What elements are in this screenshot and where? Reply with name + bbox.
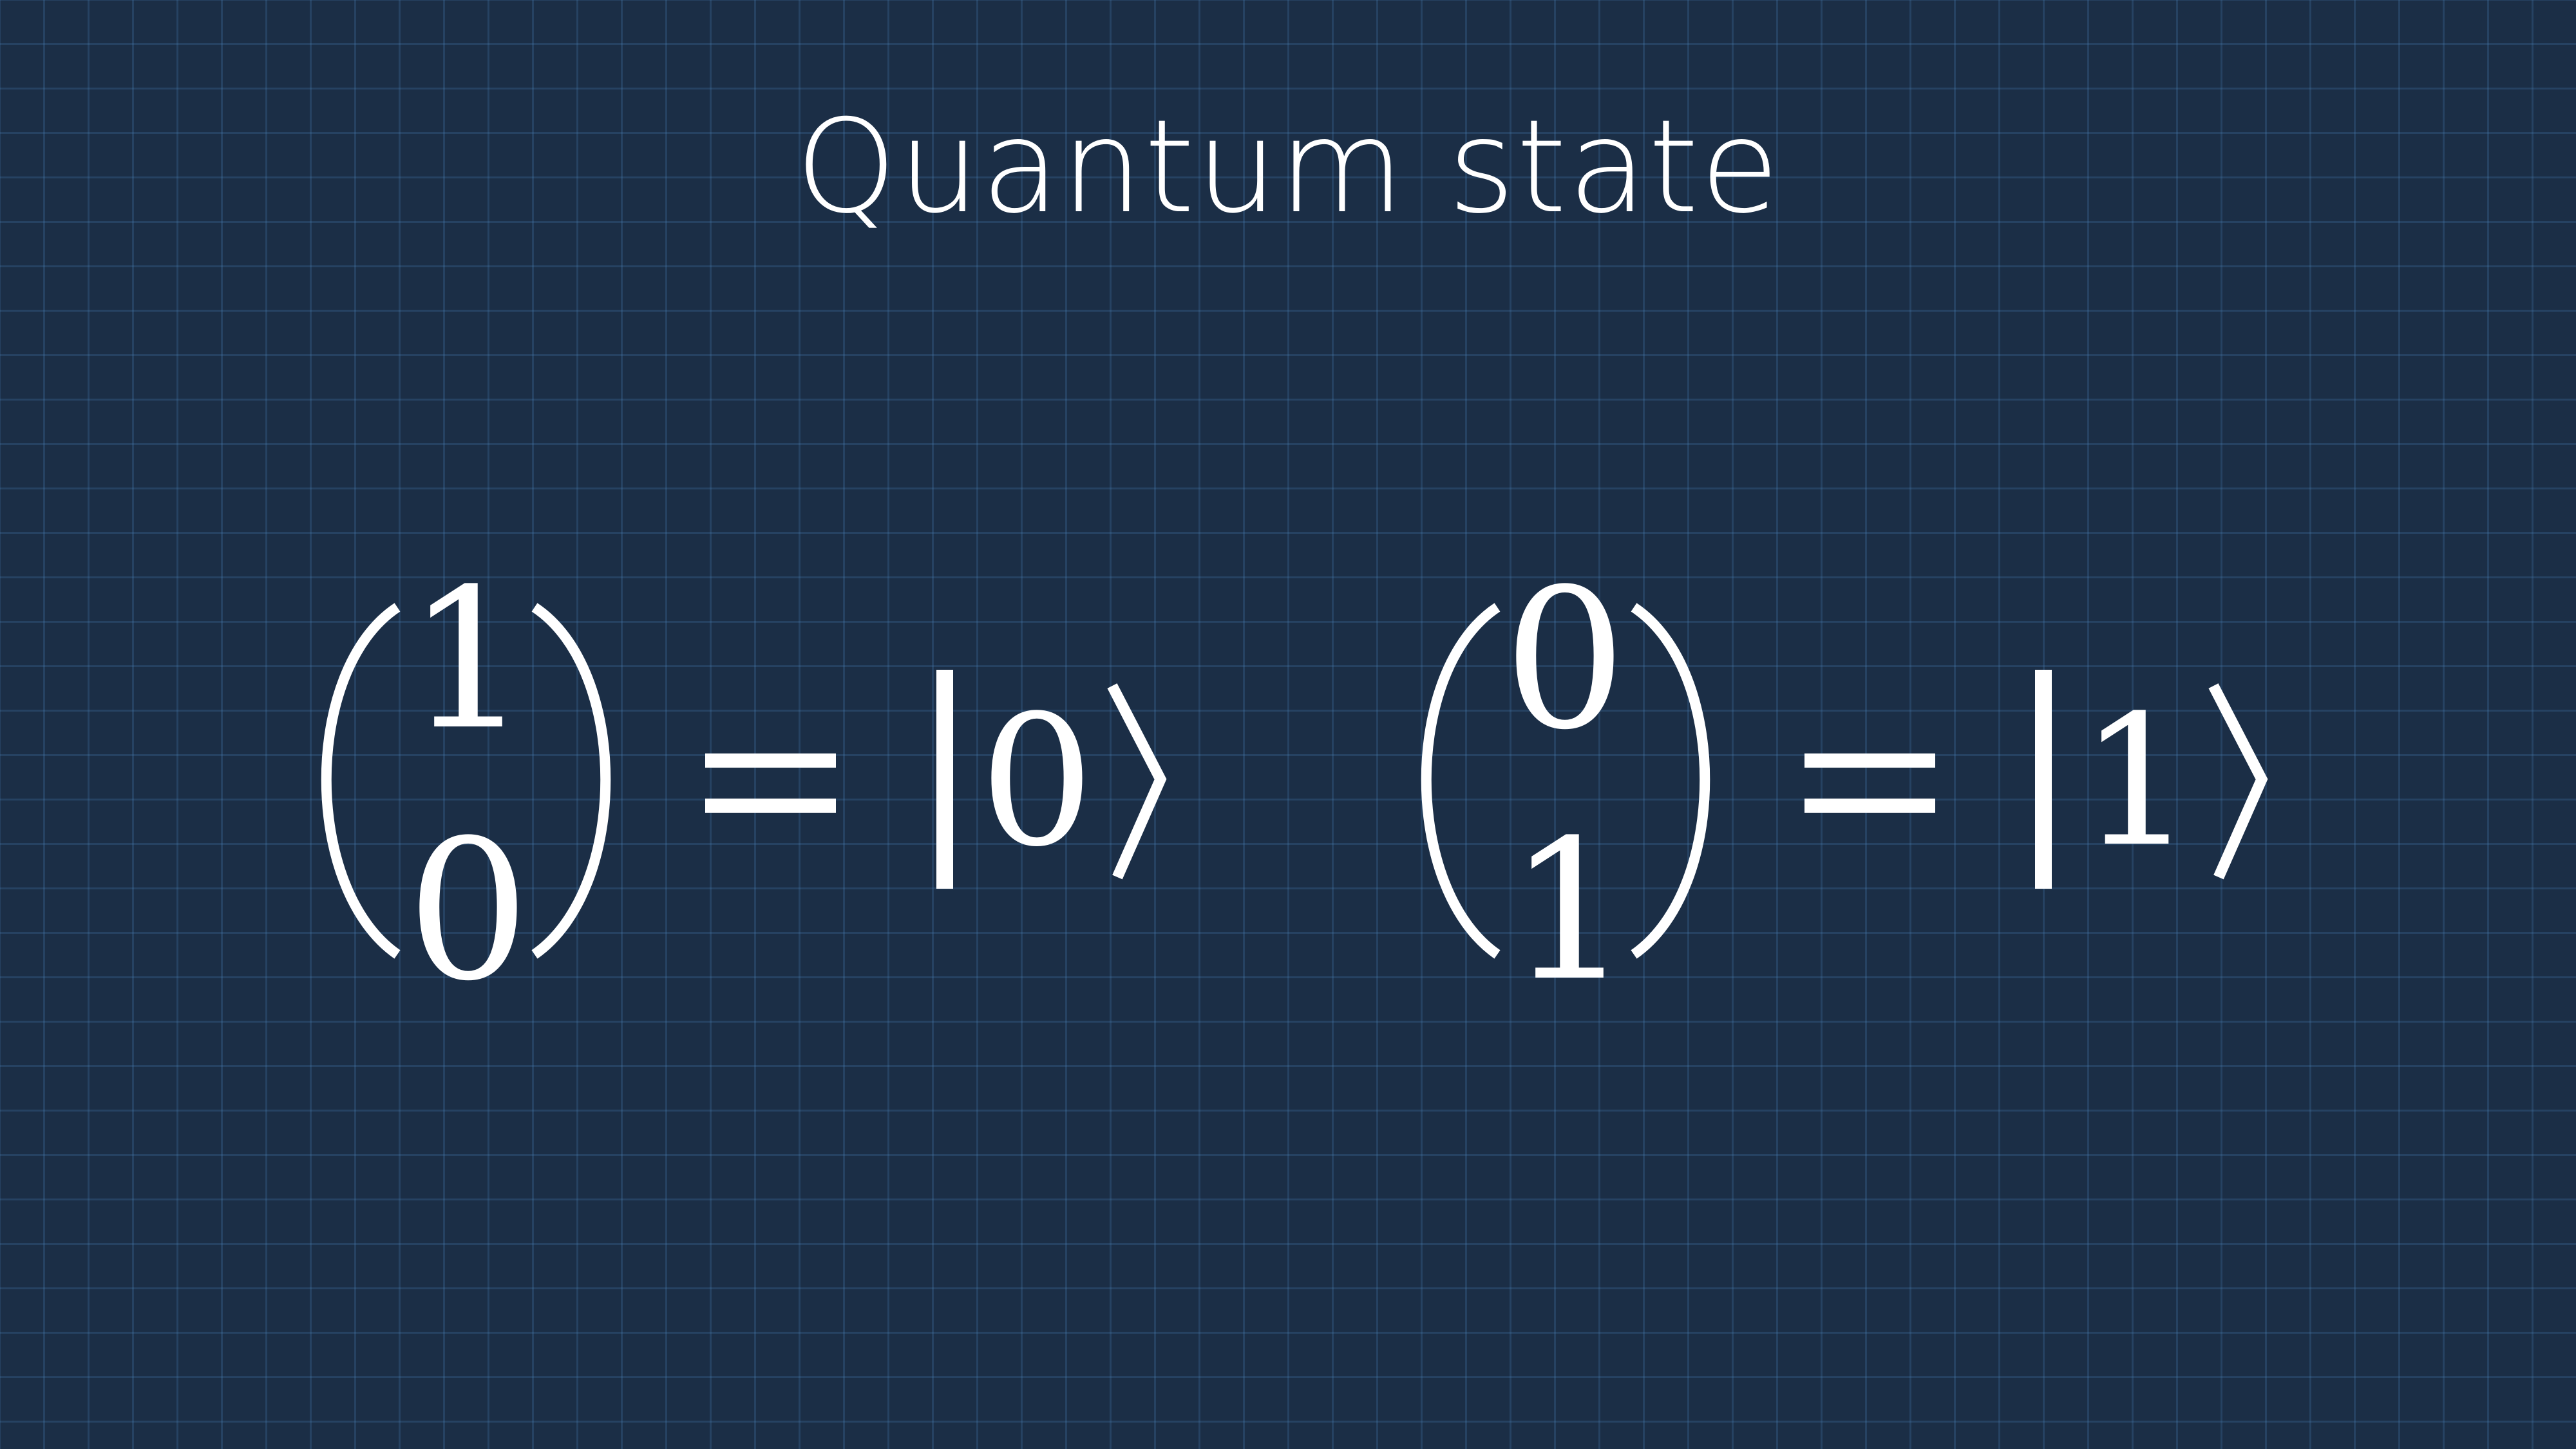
- ket-angle-bracket: [1112, 686, 1160, 877]
- equals-sign: [0, 0, 1935, 813]
- equals-bottom-bar: [705, 799, 836, 813]
- column-vector: [327, 547, 606, 1023]
- vector-top-entry: 0: [1503, 547, 1627, 772]
- right-parenthesis: [1634, 607, 1705, 954]
- column-vector: [1426, 547, 1705, 1023]
- vector-top-entry: 1: [406, 547, 530, 772]
- ket: [945, 670, 1160, 889]
- left-parenthesis: [327, 607, 397, 954]
- ket: [2043, 670, 2262, 889]
- vector-bottom-entry: 0: [406, 799, 530, 1023]
- equals-bottom-bar: [1804, 799, 1935, 813]
- ket-value: 0: [979, 677, 1095, 887]
- equals-top-bar: [705, 753, 836, 768]
- equals-top-bar: [1804, 753, 1935, 768]
- left-parenthesis: [1426, 607, 1497, 954]
- equation-ket-zero: [0, 0, 1160, 1023]
- ket-angle-bracket: [2213, 686, 2262, 877]
- right-parenthesis: [535, 607, 605, 954]
- vector-bottom-entry: 1: [1508, 799, 1631, 1023]
- ket-value: 1: [2079, 677, 2195, 887]
- slide-title: Quantum state: [795, 92, 1781, 242]
